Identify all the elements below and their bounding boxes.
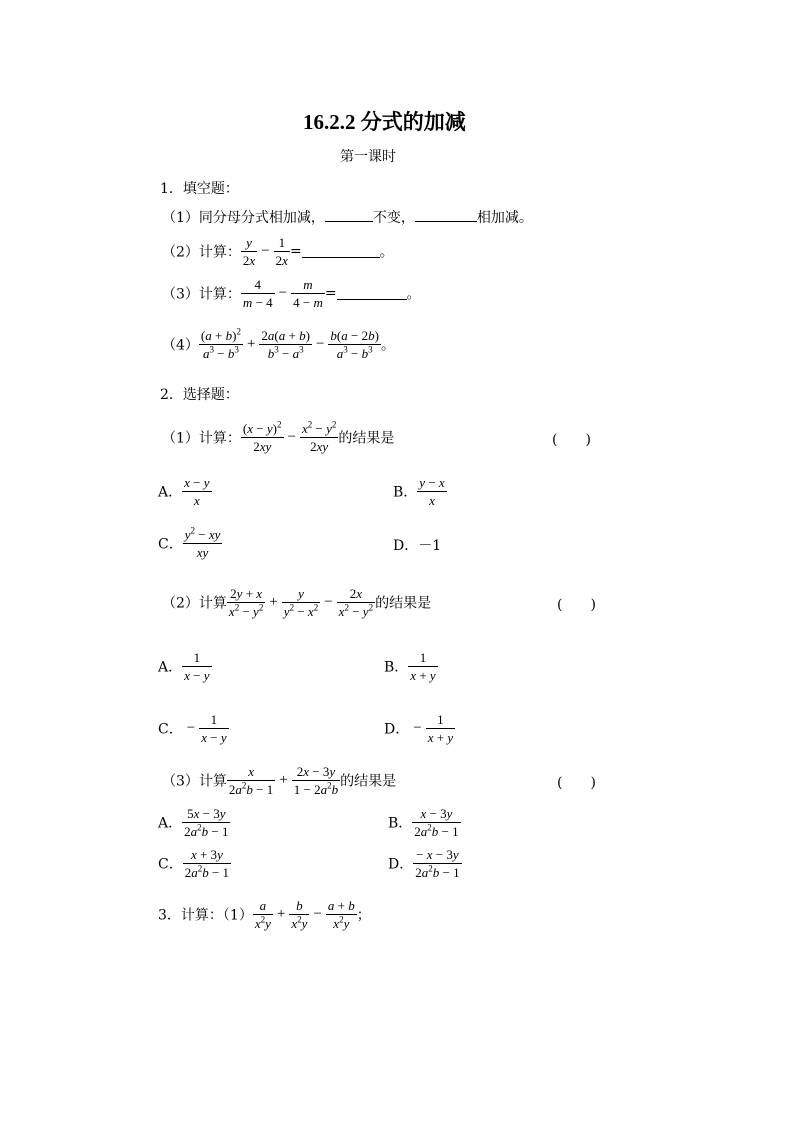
fraction: $\frac{x^2 - y^2}{2xy}$ [301, 419, 337, 454]
section-3-heading: 3．计算：（1） [158, 907, 253, 924]
section-3: 3．计算：（1） $\frac{a}{x^2y}$ + $\frac{b}{x^2y}$ − $\frac{a + b}{x^2y}$ ； [158, 898, 371, 931]
fraction: $\frac{x + 3y}{2a^2b - 1}$ [184, 847, 230, 880]
answer-paren[interactable]: ( ) [557, 775, 596, 791]
s1-q4: （4） $\frac{(a + b)^2}{a^3 - b^3}$ + $\frac{2a(a + b)}{b^3 - a^3}$ − $\frac{b(a - 2b)}{a^3 - b^3}$ 。 [162, 326, 395, 361]
option-c[interactable] [158, 526, 222, 561]
option-d[interactable] [393, 535, 441, 555]
s1-q1 [162, 207, 533, 227]
s2-q2-label: （2）计算 [162, 595, 227, 612]
answer-blank[interactable] [325, 209, 373, 222]
s2-q3: （3）计算 $\frac{x}{2a^2b - 1}$ + $\frac{2x - 3y}{1 - 2a^2b}$ 的结果是 [162, 764, 397, 797]
answer-blank[interactable] [415, 209, 477, 222]
option-a[interactable] [158, 649, 212, 684]
fraction: $\frac{1}{2x}$ [275, 235, 288, 268]
subtitle: 第一课时 [340, 149, 396, 165]
fraction: $\frac{y}{y^2 - x^2}$ [283, 586, 319, 619]
fraction: $\frac{1}{x - y}$ [201, 712, 227, 745]
option-d[interactable]: D． − $\frac{1}{x + y}$ [384, 712, 454, 745]
s1-q1-text-b: 不变， [372, 210, 415, 226]
fraction: $\frac{y^2 - xy}{xy}$ [184, 525, 221, 560]
fraction: $\frac{5x - 3y}{2a^2b - 1}$ [184, 806, 229, 839]
section-2-heading: 2．选择题： [160, 387, 239, 403]
option-c-label: C． [158, 856, 183, 873]
fraction: $\frac{1}{x + y}$ [427, 712, 454, 745]
s2-q3-label: （3）计算 [162, 773, 227, 790]
s1-q2-label: （2）计算： [162, 244, 241, 261]
option-b[interactable] [384, 649, 438, 684]
fraction: $\frac{2y + x}{x^2 - y^2}$ [228, 586, 264, 619]
fraction: $\frac{b}{x^2y}$ [291, 898, 308, 931]
answer-blank[interactable] [302, 245, 380, 258]
option-a[interactable] [158, 474, 212, 509]
fraction: $\frac{1}{x + y}$ [410, 650, 436, 683]
answer-paren[interactable]: ( ) [552, 432, 591, 448]
fraction: $\frac{b(a - 2b)}{a^3 - b^3}$ [330, 328, 379, 361]
fraction: $\frac{4}{m - 4}$ [242, 277, 273, 310]
fraction: $\frac{y - x}{x}$ [419, 475, 445, 508]
s1-q4-label: （4） [162, 337, 199, 354]
fraction: $\frac{x - y}{x}$ [184, 475, 210, 508]
s1-q3-label: （3）计算： [162, 286, 241, 303]
fraction: $\frac{y}{2x}$ [242, 235, 256, 268]
fraction: $\frac{a + b}{x^2y}$ [327, 898, 355, 931]
period: 。 [406, 286, 421, 303]
fraction: $\frac{2x}{x^2 - y^2}$ [338, 586, 374, 619]
period: 。 [379, 244, 394, 261]
option-a-label: A． [158, 815, 183, 832]
s1-q1-text-c: 相加减。 [476, 210, 533, 226]
fraction: $\frac{2x - 3y}{1 - 2a^2b}$ [293, 764, 339, 797]
result-text: 的结果是 [338, 430, 395, 447]
result-text: 的结果是 [375, 595, 432, 612]
option-a-label: A． [158, 659, 183, 676]
s1-q2: （2）计算： $\frac{y}{2x}$ − $\frac{1}{2x}$ = 。 [162, 235, 394, 268]
s2-q1-label: （1）计算： [162, 430, 241, 447]
option-d-value: －1 [418, 538, 442, 554]
fraction: $\frac{2a(a + b)}{b^3 - a^3}$ [261, 328, 310, 361]
option-b-label: B． [388, 815, 413, 832]
result-text: 的结果是 [340, 773, 397, 790]
option-b-label: B． [384, 659, 409, 676]
option-a-label: A． [158, 484, 183, 501]
semicolon: ； [356, 907, 371, 924]
option-d-label: D． [384, 721, 410, 738]
option-b-label: B． [393, 484, 418, 501]
option-a[interactable] [158, 805, 230, 840]
option-d-label: D． [393, 538, 419, 554]
fraction: $\frac{- x - 3y}{2a^2b - 1}$ [415, 847, 460, 880]
section-1-heading: 1．填空题： [160, 181, 239, 197]
option-d-label: D． [388, 856, 414, 873]
option-b[interactable] [388, 805, 461, 840]
period: 。 [380, 337, 395, 354]
s1-q3: （3）计算： $\frac{4}{m - 4}$ − $\frac{m}{4 - m}$ = 。 [162, 277, 421, 310]
option-d[interactable] [388, 846, 462, 881]
fraction: $\frac{x - 3y}{2a^2b - 1}$ [414, 806, 459, 839]
fraction: $\frac{(x - y)^2}{2xy}$ [242, 419, 282, 454]
fraction: $\frac{a}{x^2y}$ [254, 898, 271, 931]
s2-q2: （2）计算 $\frac{2y + x}{x^2 - y^2}$ + $\frac{y}{y^2 - x^2}$ − $\frac{2x}{x^2 - y^2}$ 的结果是 [162, 586, 432, 619]
fraction: $\frac{x}{2a^2b - 1}$ [228, 764, 274, 797]
fraction: $\frac{1}{x - y}$ [184, 650, 210, 683]
option-b[interactable] [393, 474, 447, 509]
fraction: $\frac{(a + b)^2}{a^3 - b^3}$ [200, 326, 241, 361]
option-c[interactable] [158, 846, 231, 881]
answer-paren[interactable]: ( ) [557, 597, 596, 613]
answer-blank[interactable] [337, 287, 407, 300]
option-c[interactable]: C． − $\frac{1}{x - y}$ [158, 712, 227, 745]
option-c-label: C． [158, 536, 183, 553]
option-c-label: C． [158, 721, 183, 738]
page-title: 16.2.2 分式的加减 [303, 110, 466, 134]
fraction: $\frac{m}{4 - m}$ [293, 277, 323, 310]
s1-q1-text-a: （1）同分母分式相加减， [162, 210, 325, 226]
s2-q1: （1）计算： $\frac{(x - y)^2}{2xy}$ − $\frac{x^2 - y^2}{2xy}$ 的结果是 [162, 419, 395, 454]
